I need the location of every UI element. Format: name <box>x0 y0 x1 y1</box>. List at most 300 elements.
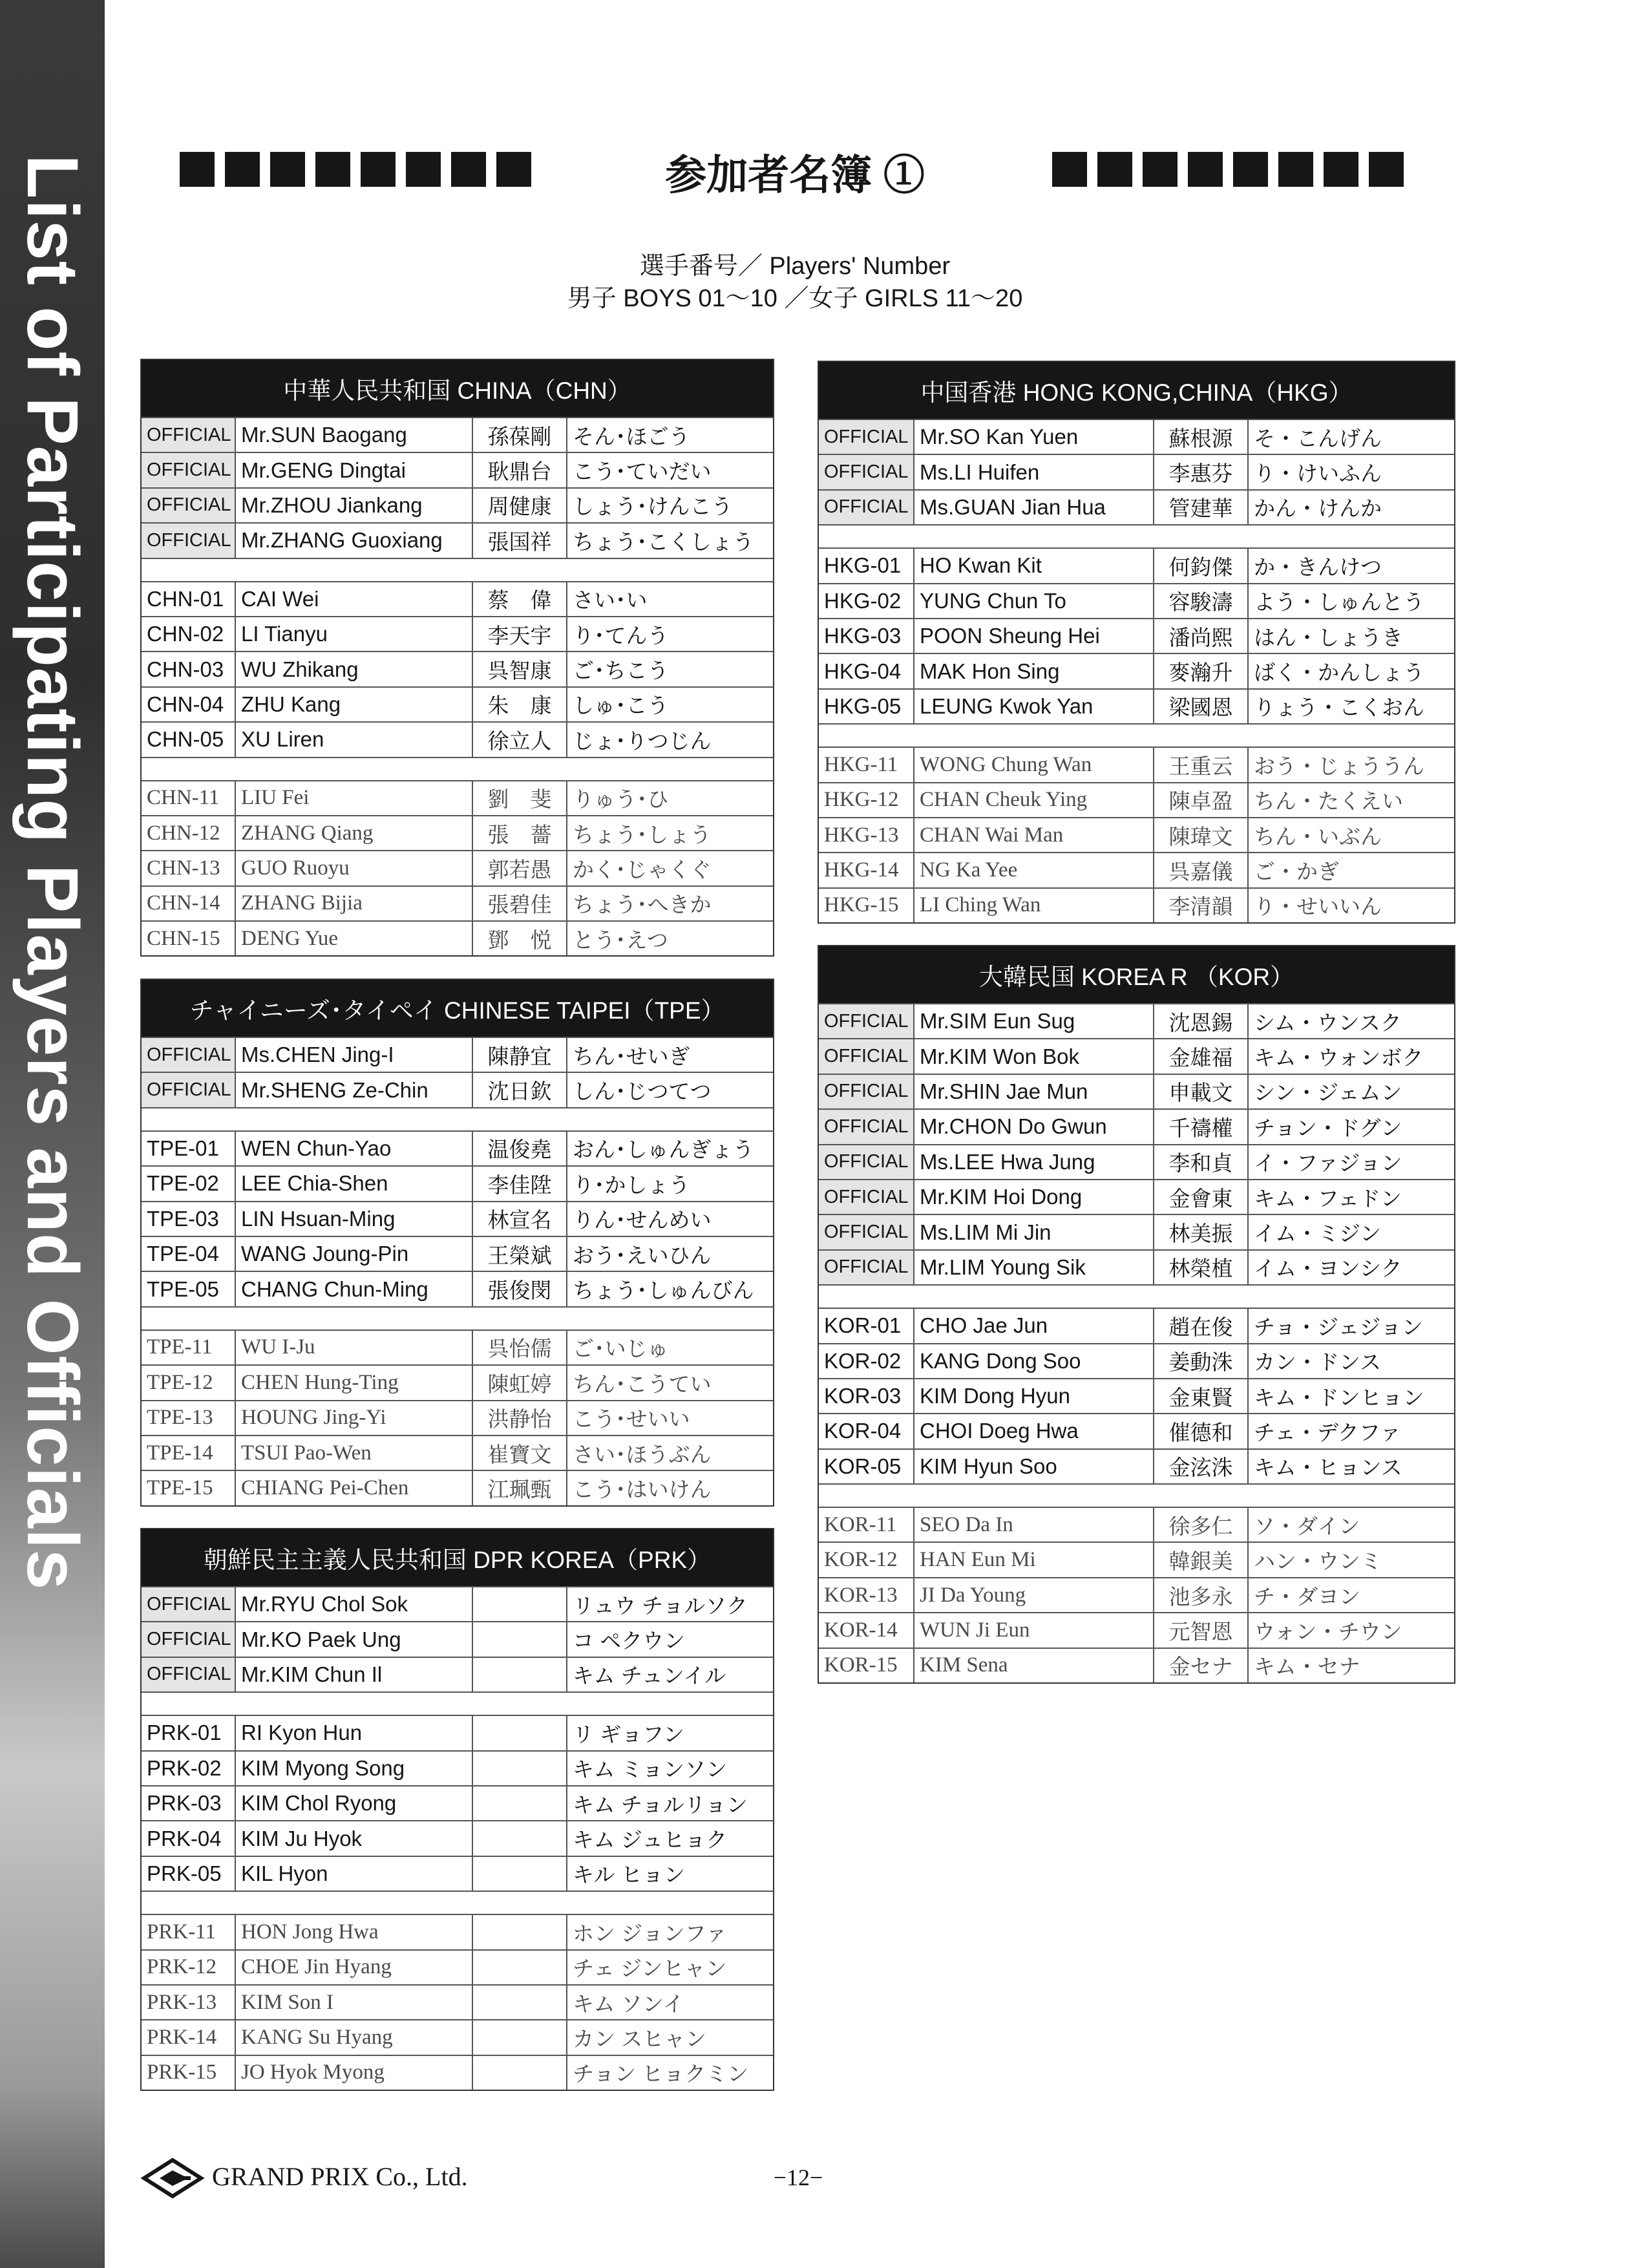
entry-kana-reading: おん･しゅんぎょう <box>573 1138 754 1162</box>
table-row <box>142 780 773 815</box>
side-banner <box>0 0 105 2268</box>
entry-id: CHN-05 <box>142 723 236 756</box>
table-row <box>819 1343 1454 1378</box>
table-row <box>819 1179 1454 1214</box>
entry-name: ZHANG Bijia <box>236 887 473 920</box>
entry-id: OFFICIAL <box>819 1145 914 1179</box>
entry-name: KIM Chol Ryong <box>236 1786 473 1820</box>
table-row <box>142 2055 773 2090</box>
entry-id: CHN-15 <box>142 922 236 955</box>
table-row <box>142 1072 773 1107</box>
entry-kana-reading: ハン・ウンミ <box>1254 1549 1382 1574</box>
team-table-chn <box>140 359 774 957</box>
entry-kanji-name: 徐多仁 <box>1154 1508 1249 1542</box>
entry-name: WONG Chung Wan <box>914 748 1154 781</box>
entry-name: LEUNG Kwok Yan <box>914 690 1154 723</box>
team-table-header: チャイニーズ･タイペイ CHINESE TAIPEI（TPE） <box>142 980 773 1037</box>
entry-kana-reading: り･てんう <box>573 623 669 648</box>
entry-kanji-name: 劉 斐 <box>473 781 567 815</box>
entry-name: TSUI Pao-Wen <box>236 1436 473 1470</box>
entry-id: KOR-11 <box>819 1508 914 1542</box>
entry-kana-reading: とう･えつ <box>573 927 668 952</box>
team-table-header: 朝鮮民主主義人民共和国 DPR KOREA（PRK） <box>142 1529 773 1586</box>
entry-id: PRK-01 <box>142 1716 236 1750</box>
entry-name: HO Kwan Kit <box>914 549 1154 582</box>
table-row <box>819 1249 1454 1284</box>
entry-kanji-name: 耿鼎台 <box>473 453 567 487</box>
entry-kanji-name: 李惠芬 <box>1154 455 1249 489</box>
entry-kanji-name <box>473 1587 567 1621</box>
table-row <box>819 1612 1454 1647</box>
table-row <box>819 1003 1454 1038</box>
table-row <box>142 815 773 850</box>
entry-kanji-name: 容駿濤 <box>1154 584 1249 618</box>
entry-kanji-name: 呉怡儒 <box>473 1331 567 1364</box>
entry-kana-reading: チェ ジンヒャン <box>573 1956 727 1981</box>
group-spacer <box>142 1306 773 1330</box>
square-marker <box>225 152 260 187</box>
entry-name: CHEN Hung-Ting <box>236 1366 473 1399</box>
entry-kana-reading: キム ジュヒョク <box>573 1828 728 1852</box>
table-row <box>142 1657 773 1691</box>
entry-kana-reading: チョン ヒョクミン <box>573 2062 749 2086</box>
entry-name: Mr.SIM Eun Sug <box>914 1004 1154 1038</box>
entry-kana-reading: キム・ドンヒョン <box>1254 1385 1424 1410</box>
entry-kanji-name <box>473 2056 567 2090</box>
entry-kanji-name: 郭若愚 <box>473 851 567 885</box>
entry-kana-reading: よう・しゅんとう <box>1254 590 1424 615</box>
entry-name: WUN Ji Eun <box>914 1613 1154 1647</box>
entry-id: OFFICIAL <box>142 453 236 487</box>
entry-kanji-name: 陳静宜 <box>473 1038 567 1072</box>
table-row <box>142 1271 773 1306</box>
table-row <box>142 1330 773 1364</box>
entry-kanji-name: 催德和 <box>1154 1414 1249 1448</box>
table-row <box>819 1413 1454 1448</box>
entry-kanji-name: 沈恩錫 <box>1154 1004 1249 1038</box>
team-table-kor <box>818 945 1455 1684</box>
entry-kanji-name <box>473 1951 567 1984</box>
table-row <box>142 1621 773 1656</box>
entry-name: CHIANG Pei-Chen <box>236 1471 473 1505</box>
entry-name: KANG Su Hyang <box>236 2020 473 2054</box>
entry-id: TPE-13 <box>142 1401 236 1435</box>
table-row <box>819 419 1454 454</box>
entry-name: Mr.RYU Chol Sok <box>236 1587 473 1621</box>
entry-kanji-name: 王榮斌 <box>473 1237 567 1271</box>
entry-kana-reading: ちん・いぶん <box>1254 824 1382 849</box>
entry-id: OFFICIAL <box>819 420 914 454</box>
entry-id: KOR-01 <box>819 1309 914 1342</box>
group-spacer <box>142 558 773 581</box>
entry-kana-reading: りゅう･ひ <box>573 787 669 812</box>
group-spacer <box>142 757 773 780</box>
entry-id: CHN-01 <box>142 582 236 616</box>
title-squares-right <box>1052 152 1404 187</box>
entry-name: NG Ka Yee <box>914 853 1154 887</box>
table-row <box>819 747 1454 781</box>
entry-name: Mr.CHON Do Gwun <box>914 1110 1154 1143</box>
entry-id: OFFICIAL <box>142 489 236 522</box>
table-row <box>819 547 1454 582</box>
entry-kanji-name: 金セナ <box>1154 1649 1249 1682</box>
table-row <box>142 1470 773 1505</box>
entry-kanji-name: 陳卓盈 <box>1154 783 1249 817</box>
entry-id: OFFICIAL <box>819 1039 914 1073</box>
table-row <box>142 1165 773 1200</box>
entry-kanji-name: 麥瀚升 <box>1154 654 1249 688</box>
group-spacer <box>142 1107 773 1130</box>
entry-kanji-name: 蘇根源 <box>1154 420 1249 454</box>
page-title: 参加者名簿 ① <box>665 152 925 198</box>
entry-kana-reading: しゅ･こう <box>573 694 669 718</box>
group-spacer <box>142 1891 773 1914</box>
team-table-header: 中国香港 HONG KONG,CHINA（HKG） <box>819 362 1454 419</box>
entry-id: OFFICIAL <box>819 1004 914 1038</box>
square-marker <box>361 152 396 187</box>
table-row <box>142 885 773 920</box>
entry-kana-reading: じょ･りつじん <box>573 728 712 753</box>
entry-name: Mr.KIM Won Bok <box>914 1039 1154 1073</box>
table-row <box>819 1542 1454 1576</box>
square-marker <box>1188 152 1223 187</box>
square-marker <box>180 152 215 187</box>
entry-id: PRK-04 <box>142 1821 236 1855</box>
group-spacer <box>819 1483 1454 1507</box>
entry-id: HKG-01 <box>819 549 914 582</box>
entry-kanji-name: 林宣名 <box>473 1202 567 1236</box>
entry-kana-reading: シム・ウンスク <box>1254 1010 1402 1035</box>
square-marker <box>1097 152 1132 187</box>
square-marker <box>1052 152 1087 187</box>
entry-id: PRK-14 <box>142 2020 236 2054</box>
entry-kana-reading: しん･じつてつ <box>573 1079 712 1104</box>
entry-name: GUO Ruoyu <box>236 851 473 885</box>
entry-kanji-name: 沈日欽 <box>473 1073 567 1107</box>
entry-name: Ms.LIM Mi Jin <box>914 1215 1154 1249</box>
table-row <box>142 417 773 452</box>
table-row <box>142 1856 773 1891</box>
entry-name: CHAN Cheuk Ying <box>914 783 1154 817</box>
square-marker <box>315 152 350 187</box>
square-marker <box>451 152 486 187</box>
entry-kana-reading: そ・こんげん <box>1254 426 1382 450</box>
entry-id: HKG-05 <box>819 690 914 723</box>
entry-kanji-name: 張 薔 <box>473 816 567 850</box>
entry-kana-reading: おう･えいひん <box>573 1243 712 1267</box>
entry-name: Mr.SO Kan Yuen <box>914 420 1154 454</box>
entry-name: JO Hyok Myong <box>236 2056 473 2090</box>
entry-id: HKG-04 <box>819 654 914 688</box>
table-row <box>142 1400 773 1435</box>
company-name: GRAND PRIX Co., Ltd. <box>212 2162 468 2191</box>
entry-kanji-name: 崔寶文 <box>473 1436 567 1470</box>
entry-name: CHO Jae Jun <box>914 1309 1154 1342</box>
entry-kanji-name: 周健康 <box>473 489 567 522</box>
group-spacer <box>819 723 1454 747</box>
square-marker <box>1369 152 1404 187</box>
entry-kanji-name: 池多永 <box>1154 1578 1249 1612</box>
entry-kanji-name: 何鈞傑 <box>1154 549 1249 582</box>
entry-kana-reading: か・きんけつ <box>1254 555 1382 579</box>
table-row <box>142 1750 773 1785</box>
entry-id: HKG-13 <box>819 818 914 852</box>
entry-kana-reading: チョ・ジェジョン <box>1254 1315 1423 1339</box>
players-number-heading: 選手番号／ Players' Number <box>639 253 951 280</box>
entry-id: KOR-12 <box>819 1543 914 1576</box>
entry-id: HKG-12 <box>819 783 914 817</box>
entry-name: CHOI Doeg Hwa <box>914 1414 1154 1448</box>
entry-name: HAN Eun Mi <box>914 1543 1154 1576</box>
entry-kana-reading: ちん･こうてい <box>573 1372 712 1396</box>
table-row <box>142 1201 773 1236</box>
entry-kanji-name <box>473 1857 567 1891</box>
table-row <box>819 1507 1454 1542</box>
entry-id: OFFICIAL <box>819 1251 914 1284</box>
entry-name: WEN Chun-Yao <box>236 1132 473 1165</box>
entry-kanji-name: 張国祥 <box>473 524 567 557</box>
table-row <box>819 583 1454 618</box>
entry-id: KOR-13 <box>819 1578 914 1612</box>
entry-kanji-name: 呉智康 <box>473 652 567 686</box>
entry-name: Mr.KIM Chun Il <box>236 1658 473 1691</box>
table-row <box>819 454 1454 489</box>
entry-name: Ms.LEE Hwa Jung <box>914 1145 1154 1179</box>
team-table-tpe <box>140 979 774 1507</box>
entry-name: MAK Hon Sing <box>914 654 1154 688</box>
entry-id: OFFICIAL <box>819 1215 914 1249</box>
entry-name: WU Zhikang <box>236 652 473 686</box>
entry-id: CHN-12 <box>142 816 236 850</box>
entry-kana-reading: ご・かぎ <box>1254 859 1339 884</box>
entry-kana-reading: しょう･けんこう <box>573 494 733 519</box>
entry-id: KOR-05 <box>819 1450 914 1483</box>
entry-id: TPE-15 <box>142 1471 236 1505</box>
entry-kanji-name: 呉嘉儀 <box>1154 853 1249 887</box>
entry-name: Mr.ZHANG Guoxiang <box>236 524 473 557</box>
entry-kana-reading: こう･せいい <box>573 1407 690 1432</box>
entry-kanji-name: 林榮植 <box>1154 1251 1249 1284</box>
entry-kanji-name: 李和貞 <box>1154 1145 1249 1179</box>
table-row <box>819 1308 1454 1342</box>
entry-name: YUNG Chun To <box>914 584 1154 618</box>
entry-kana-reading: キム チョルリョン <box>573 1792 748 1817</box>
group-spacer <box>819 1284 1454 1308</box>
entry-id: OFFICIAL <box>819 455 914 489</box>
entry-id: OFFICIAL <box>819 491 914 524</box>
entry-kana-reading: さい･ほうぶん <box>573 1442 712 1467</box>
table-row <box>142 1949 773 1984</box>
table-row <box>142 1984 773 2019</box>
entry-name: CHAN Wai Man <box>914 818 1154 852</box>
entry-id: OFFICIAL <box>142 1073 236 1107</box>
entry-kana-reading: かん・けんか <box>1254 496 1382 521</box>
entry-id: KOR-04 <box>819 1414 914 1448</box>
entry-kanji-name <box>473 1821 567 1855</box>
entry-kanji-name: 陳瑋文 <box>1154 818 1249 852</box>
entry-id: CHN-02 <box>142 617 236 651</box>
entry-name: HOUNG Jing-Yi <box>236 1401 473 1435</box>
entry-id: OFFICIAL <box>819 1075 914 1108</box>
entry-name: CHOE Jin Hyang <box>236 1951 473 1984</box>
entry-kanji-name: 管建華 <box>1154 491 1249 524</box>
entry-id: TPE-03 <box>142 1202 236 1236</box>
entry-name: Mr.LIM Young Sik <box>914 1251 1154 1284</box>
entry-kana-reading: リュウ チョルソク <box>573 1593 748 1618</box>
table-row <box>142 1914 773 1949</box>
table-row <box>142 452 773 487</box>
entry-kana-reading: りょう・こくおん <box>1254 695 1424 720</box>
entry-name: Mr.SUN Baogang <box>236 418 473 452</box>
table-row <box>819 1108 1454 1143</box>
entry-kanji-name: 潘尚熙 <box>1154 619 1249 653</box>
entry-name: Ms.LI Huifen <box>914 455 1154 489</box>
entry-kanji-name <box>473 1752 567 1785</box>
entry-name: Mr.SHENG Ze-Chin <box>236 1073 473 1107</box>
entry-kanji-name: 金泫洙 <box>1154 1450 1249 1483</box>
entry-kana-reading: シン・ジェムン <box>1254 1081 1402 1105</box>
table-row <box>819 653 1454 688</box>
entry-id: HKG-14 <box>819 853 914 887</box>
entry-kana-reading: カン・ドンス <box>1254 1350 1382 1375</box>
entry-kanji-name <box>473 2020 567 2054</box>
team-table-prk <box>140 1528 774 2091</box>
table-row <box>819 782 1454 817</box>
entry-kana-reading: キム・ヒョンス <box>1254 1456 1402 1480</box>
entry-id: OFFICIAL <box>142 524 236 557</box>
title-squares-left <box>180 152 531 187</box>
entry-id: OFFICIAL <box>142 1587 236 1621</box>
entry-name: LI Tianyu <box>236 617 473 651</box>
entry-kana-reading: ちょう･こくしょう <box>573 529 754 554</box>
entry-kanji-name: 林美振 <box>1154 1215 1249 1249</box>
entry-id: TPE-05 <box>142 1272 236 1306</box>
entry-kanji-name: 姜動洙 <box>1154 1344 1249 1378</box>
entry-kana-reading: り･かしょう <box>573 1172 690 1197</box>
entry-kana-reading: キム・ウォンボク <box>1254 1046 1424 1070</box>
entry-kanji-name: 元智恩 <box>1154 1613 1249 1647</box>
entry-id: OFFICIAL <box>142 1658 236 1691</box>
table-row <box>819 618 1454 653</box>
entry-kana-reading: ちん・たくえい <box>1254 789 1403 814</box>
entry-name: KIM Myong Song <box>236 1752 473 1785</box>
entry-kanji-name: 王重云 <box>1154 748 1249 781</box>
entry-name: Mr.KO Paek Ung <box>236 1622 473 1656</box>
table-row <box>142 1586 773 1621</box>
page-number: −12− <box>773 2165 823 2190</box>
entry-kanji-name: 江珮甄 <box>473 1471 567 1505</box>
entry-id: PRK-02 <box>142 1752 236 1785</box>
entry-name: CAI Wei <box>236 582 473 616</box>
entry-kanji-name: 陳虹婷 <box>473 1366 567 1399</box>
square-marker <box>1143 152 1178 187</box>
entry-kana-reading: カン スヒャン <box>573 2026 707 2051</box>
entry-kana-reading: キム チュンイル <box>573 1664 726 1688</box>
entry-name: Mr.GENG Dingtai <box>236 453 473 487</box>
entry-kanji-name: 千禱權 <box>1154 1110 1249 1143</box>
square-marker <box>1233 152 1268 187</box>
table-row <box>142 686 773 721</box>
table-row <box>142 1130 773 1165</box>
table-row <box>142 1236 773 1271</box>
entry-kana-reading: こう･はいけん <box>573 1477 712 1501</box>
table-row <box>142 850 773 885</box>
entry-kana-reading: ちょう･しゅんびん <box>573 1278 754 1303</box>
entry-id: KOR-03 <box>819 1379 914 1413</box>
square-marker <box>406 152 441 187</box>
entry-id: HKG-02 <box>819 584 914 618</box>
entry-name: KIM Sena <box>914 1649 1154 1682</box>
table-row <box>142 616 773 651</box>
entry-kanji-name: 李佳陞 <box>473 1167 567 1200</box>
players-number-range: 男子 BOYS 01～10 ／女子 GIRLS 11～20 <box>567 285 1023 312</box>
entry-id: PRK-15 <box>142 2056 236 2090</box>
entry-kanji-name: 張俊閔 <box>473 1272 567 1306</box>
team-table-header: 中華人民共和国 CHINA（CHN） <box>142 360 773 417</box>
entry-id: PRK-13 <box>142 1986 236 2019</box>
entry-kana-reading: さい･い <box>573 588 648 613</box>
table-row <box>142 1715 773 1750</box>
entry-name: Ms.GUAN Jian Hua <box>914 491 1154 524</box>
entry-name: LEE Chia-Shen <box>236 1167 473 1200</box>
entry-kana-reading: キム・フェドン <box>1254 1186 1402 1211</box>
table-row <box>819 1144 1454 1179</box>
side-banner-title: List of Participating Players and Officials <box>12 154 93 1591</box>
entry-name: WU I-Ju <box>236 1331 473 1364</box>
square-marker <box>1324 152 1358 187</box>
entry-kanji-name: 孫葆剛 <box>473 418 567 452</box>
entry-kana-reading: ご･いじゅ <box>573 1337 669 1361</box>
table-row <box>142 1037 773 1072</box>
entry-kana-reading: ウォン・チウン <box>1254 1619 1402 1644</box>
table-row <box>819 852 1454 887</box>
entry-name: LIU Fei <box>236 781 473 815</box>
entry-kanji-name <box>473 1658 567 1691</box>
entry-id: HKG-15 <box>819 889 914 922</box>
entry-kanji-name: 申載文 <box>1154 1075 1249 1108</box>
entry-kana-reading: イ・ファジョン <box>1254 1151 1402 1176</box>
entry-name: DENG Yue <box>236 922 473 955</box>
entry-name: LI Ching Wan <box>914 889 1154 922</box>
square-marker <box>270 152 305 187</box>
entry-kanji-name: 李天宇 <box>473 617 567 651</box>
entry-kana-reading: はん・しょうき <box>1254 625 1403 650</box>
table-row <box>142 1364 773 1399</box>
table-row <box>142 721 773 756</box>
entry-kanji-name <box>473 1716 567 1750</box>
square-marker <box>1278 152 1313 187</box>
table-row <box>142 487 773 522</box>
entry-kana-reading: ばく・かんしょう <box>1254 661 1424 685</box>
entry-id: CHN-03 <box>142 652 236 686</box>
entry-kanji-name <box>473 1915 567 1949</box>
table-row <box>819 1214 1454 1249</box>
entry-kanji-name: 洪静怡 <box>473 1401 567 1435</box>
entry-name: WANG Joung-Pin <box>236 1237 473 1271</box>
table-row <box>142 1785 773 1820</box>
table-row <box>819 817 1454 852</box>
entry-kanji-name <box>473 1986 567 2019</box>
entry-id: OFFICIAL <box>819 1180 914 1214</box>
entry-kana-reading: ちょう･へきか <box>573 893 712 917</box>
entry-kanji-name: 金會東 <box>1154 1180 1249 1214</box>
entry-id: PRK-05 <box>142 1857 236 1891</box>
table-row <box>819 1577 1454 1612</box>
entry-name: ZHU Kang <box>236 688 473 721</box>
table-row <box>819 1378 1454 1413</box>
entry-id: PRK-12 <box>142 1951 236 1984</box>
entry-kana-reading: チョン・ドグン <box>1254 1116 1402 1140</box>
